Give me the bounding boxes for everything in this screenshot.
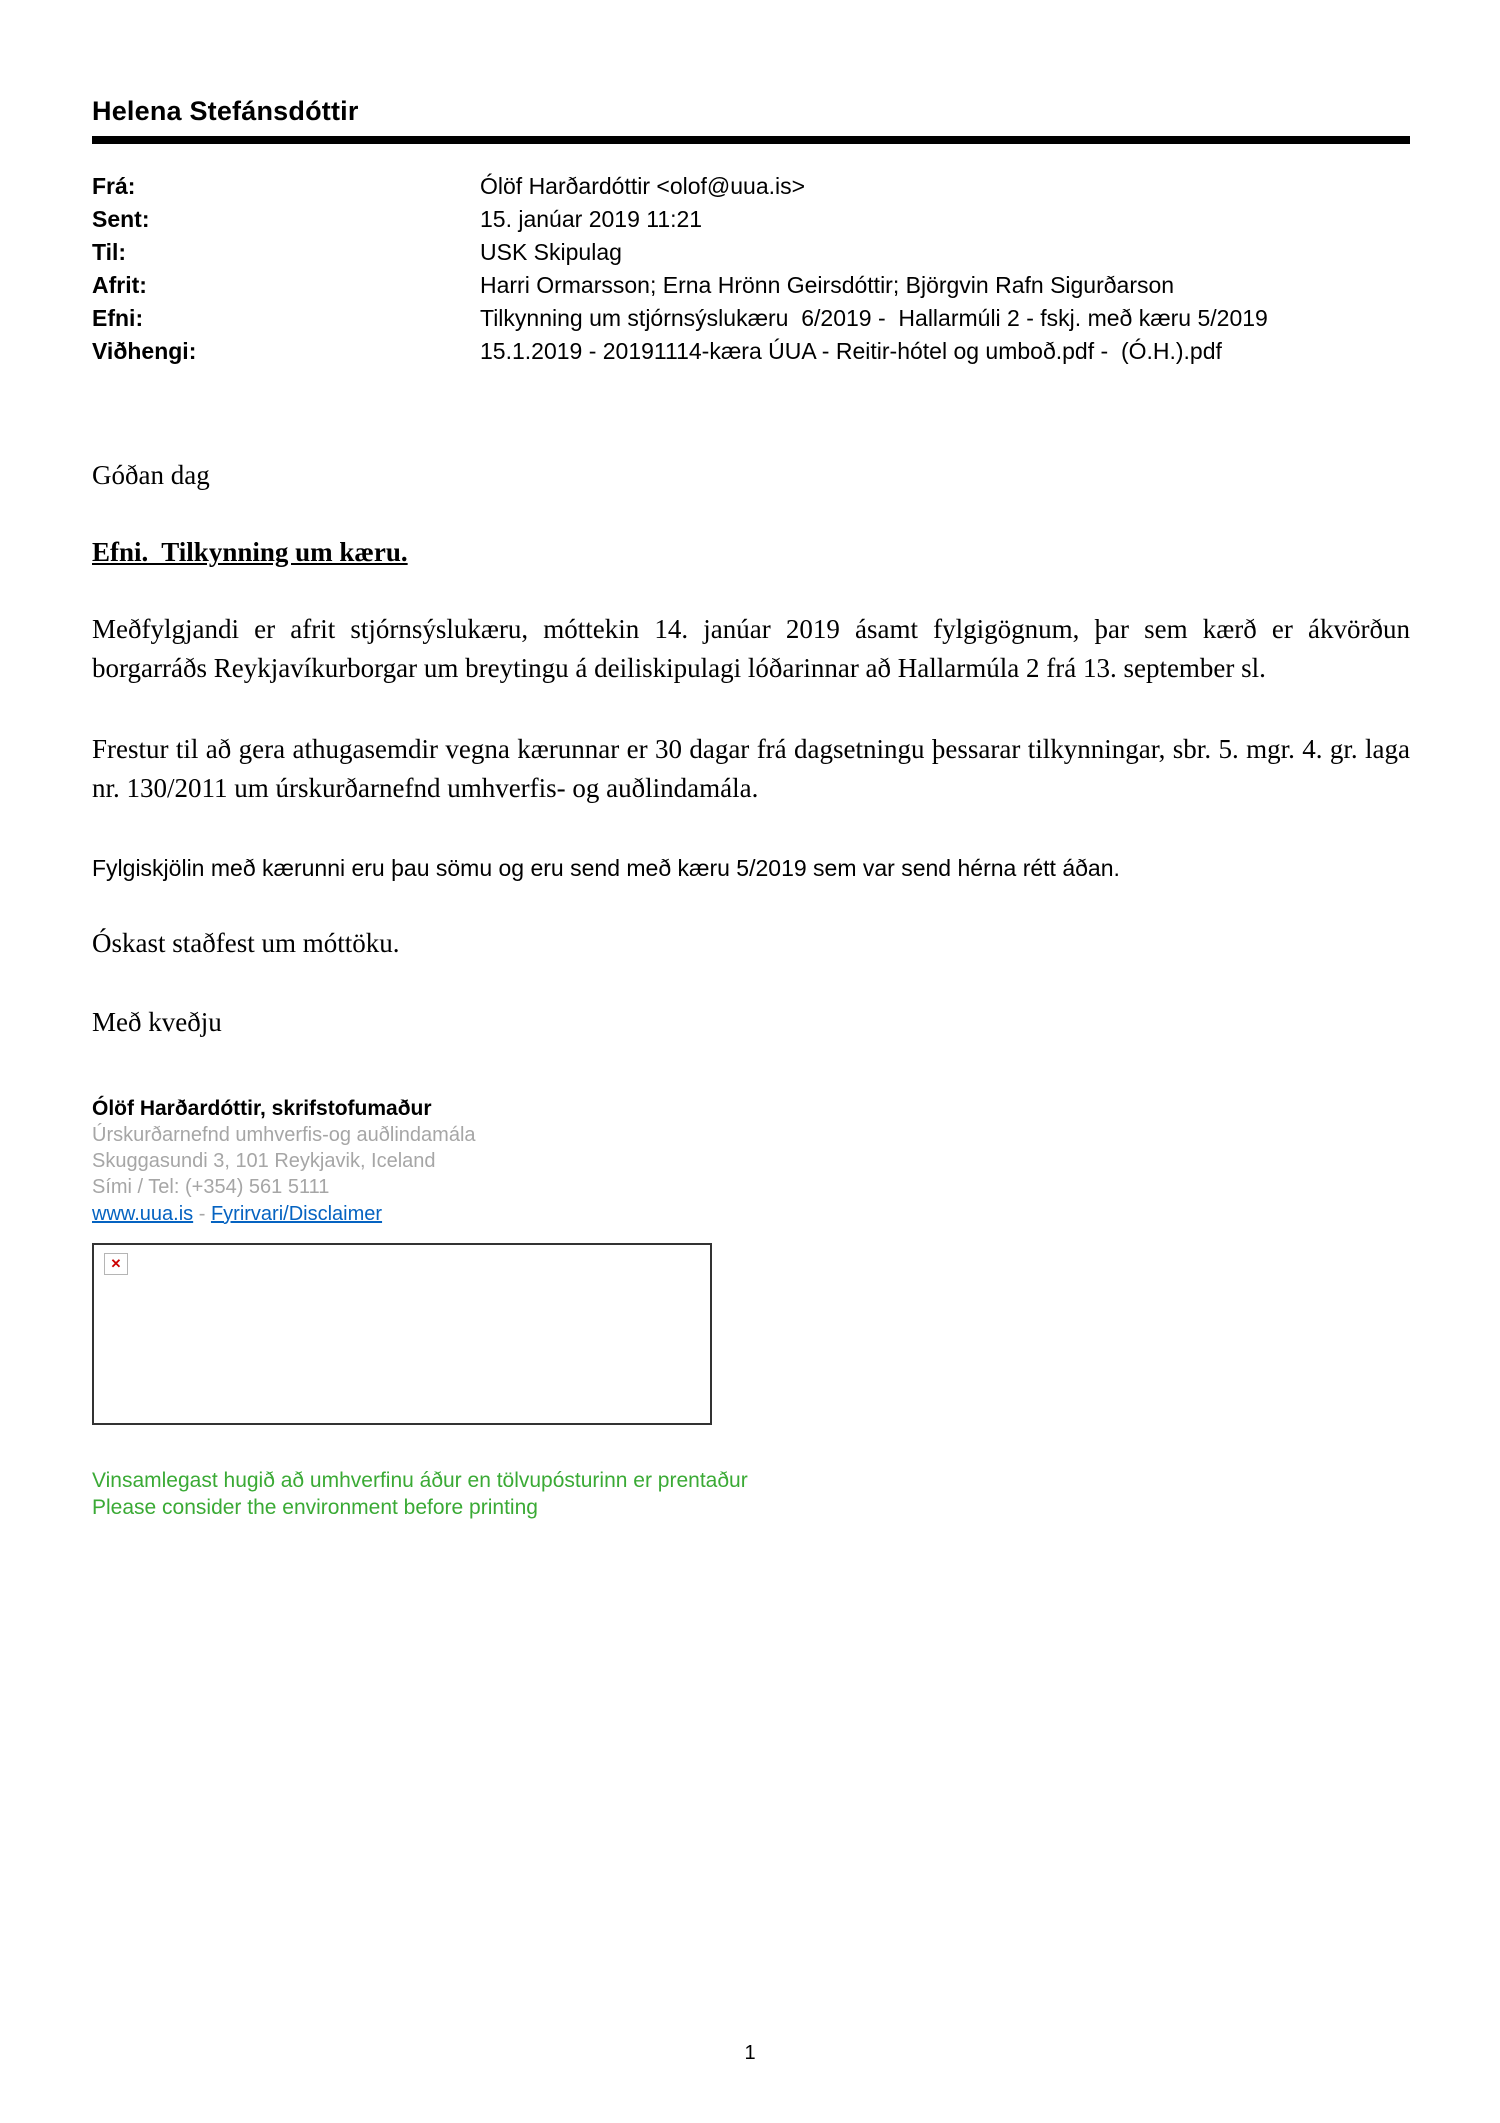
field-row-cc bbox=[92, 269, 1410, 302]
field-label-to: Til: bbox=[92, 239, 127, 265]
field-value-from: Ólöf Harðardóttir <olof@uua.is> bbox=[480, 173, 806, 199]
field-label-attachments: Viðhengi: bbox=[92, 338, 197, 364]
signature-phone: Sími / Tel: (+354) 561 5111 bbox=[92, 1175, 330, 1198]
signature-block bbox=[92, 1096, 1410, 1227]
signature-organization: Úrskurðarnefnd umhverfis-og auðlindamála bbox=[92, 1123, 476, 1146]
field-row-subject bbox=[92, 302, 1410, 335]
website-link[interactable]: www.uua.is bbox=[92, 1202, 194, 1225]
closing-text: Með kveðju bbox=[92, 1006, 222, 1037]
page-number: 1 bbox=[744, 2042, 756, 2064]
field-value-cc: Harri Ormarsson; Erna Hrönn Geirsdóttir; Björgvin Rafn Sigurðarson bbox=[480, 272, 1175, 298]
signature-links-row bbox=[92, 1201, 1410, 1227]
subject-heading: Efni. Tilkynning um kæru. bbox=[92, 537, 408, 567]
field-row-attachments bbox=[92, 335, 1410, 368]
link-separator: - bbox=[198, 1202, 206, 1225]
field-row-from bbox=[92, 170, 1410, 203]
broken-image-icon: ✕ bbox=[104, 1253, 128, 1275]
field-label-subject: Efni: bbox=[92, 305, 144, 331]
field-label-from: Frá: bbox=[92, 173, 136, 199]
field-label-sent: Sent: bbox=[92, 206, 150, 232]
field-value-subject: Tilkynning um stjórnsýslukæru 6/2019 - Hallarmúli 2 - fskj. með kæru 5/2019 bbox=[480, 305, 1268, 331]
environment-note-english: Please consider the environment before printing bbox=[92, 1495, 538, 1519]
field-row-sent bbox=[92, 203, 1410, 236]
body-paragraph-2: Frestur til að gera athugasemdir vegna kærunnar er 30 dagar frá dagsetningu þessarar tilkynningar, sbr. 5. mgr. 4. gr. laga nr. 130/2011 um úrskurðarnefnd umhverfis- og auðlindamála. bbox=[92, 734, 1410, 804]
email-header-fields bbox=[92, 170, 1410, 368]
field-value-sent: 15. janúar 2019 11:21 bbox=[480, 206, 703, 232]
environment-note bbox=[92, 1467, 1410, 1521]
confirmation-request-text: Óskast staðfest um móttöku. bbox=[92, 927, 400, 958]
signature-address: Skuggasundi 3, 101 Reykjavik, Iceland bbox=[92, 1149, 436, 1172]
field-value-to: USK Skipulag bbox=[480, 239, 622, 265]
body-paragraph-1: Meðfylgjandi er afrit stjórnsýslukæru, móttekin 14. janúar 2019 ásamt fylgigögnum, þar sem kærð er ákvörðun borgarráðs Reykjavíkurborgar um breytingu á deiliskipulagi lóðarinnar að Hallarmúla 2 frá 13. september sl. bbox=[92, 614, 1410, 684]
field-label-cc: Afrit: bbox=[92, 272, 147, 298]
body-paragraph-3: Fylgiskjölin með kærunni eru þau sömu og eru send með kæru 5/2019 sem var send hérna rétt áðan. bbox=[92, 854, 1120, 881]
field-row-to bbox=[92, 236, 1410, 269]
disclaimer-link[interactable]: Fyrirvari/Disclaimer bbox=[210, 1202, 383, 1225]
recipient-name: Helena Stefánsdóttir bbox=[92, 96, 359, 126]
greeting-text: Góðan dag bbox=[92, 460, 210, 490]
signature-name: Ólöf Harðardóttir, skrifstofumaður bbox=[92, 1096, 432, 1120]
attachment-image-placeholder bbox=[92, 1243, 712, 1425]
header-divider bbox=[92, 136, 1410, 144]
environment-note-icelandic: Vinsamlegast hugið að umhverfinu áður en tölvupósturinn er prentaður bbox=[92, 1468, 748, 1492]
field-value-attachments: 15.1.2019 - 20191114-kæra ÚUA - Reitir-hótel og umboð.pdf - (Ó.H.).pdf bbox=[480, 338, 1222, 364]
